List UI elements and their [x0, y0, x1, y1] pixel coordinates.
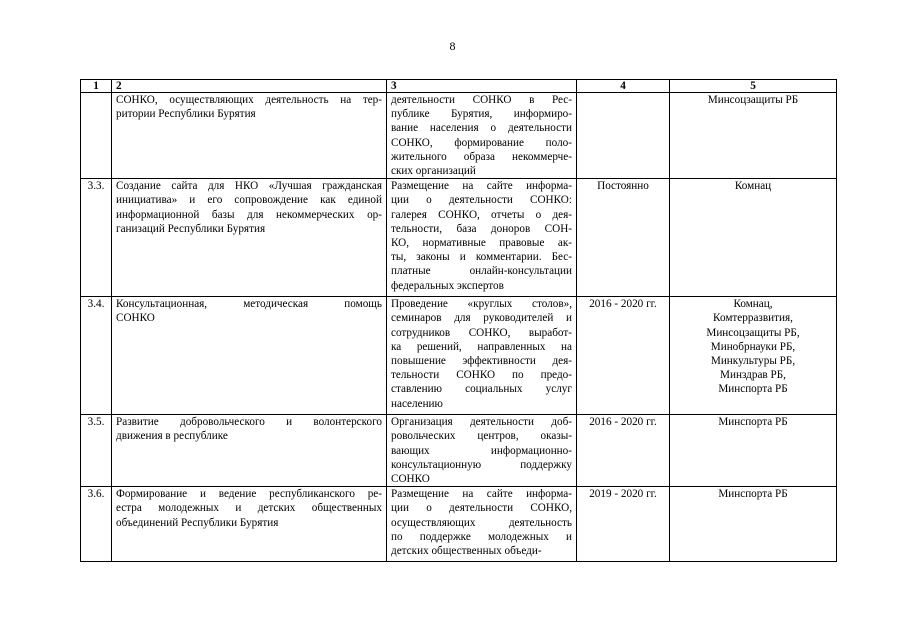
- executor-line: Минсоцзащиты РБ: [707, 94, 799, 106]
- executor-line: Комнац,: [733, 298, 773, 311]
- activity-line: ганизаций Республики Бурятия: [116, 222, 266, 235]
- period-cell: [577, 179, 670, 297]
- activity-cell: [112, 93, 387, 179]
- executor-line: Минспорта РБ: [718, 488, 788, 501]
- row-number: 3.5.: [87, 416, 105, 429]
- content-line: ции о деятельности СОНКО,: [391, 502, 572, 515]
- row-number-cell: [81, 415, 112, 487]
- content-line: федеральных экспертов: [391, 279, 504, 292]
- header-col-1: 1: [81, 80, 112, 93]
- activity-line: информационной базы для некоммерческих ор-: [116, 208, 382, 221]
- content-line: ции о деятельности СОНКО:: [391, 194, 572, 207]
- content-cell: [387, 487, 577, 562]
- content-line: сотрудников СОНКО, выработ-: [391, 326, 572, 339]
- content-line: вание населения о деятельности: [391, 122, 572, 135]
- table-row: [81, 297, 837, 415]
- executor-line: Минспорта РБ: [718, 416, 788, 429]
- row-number: 3.3.: [87, 180, 105, 193]
- content-line: тельности СОНКО по предо-: [391, 369, 572, 382]
- row-number-cell: [81, 487, 112, 562]
- content-line: платные онлайн-консультации: [391, 265, 572, 278]
- content-line: СОНКО: [391, 473, 430, 486]
- executors-cell: [670, 93, 837, 179]
- executor-line: Комнац: [734, 180, 772, 193]
- activity-line: Формирование и ведение республиканского ре-: [116, 488, 382, 501]
- content-line: СОНКО, формирование поло-: [391, 136, 572, 149]
- table-row: [81, 179, 837, 297]
- row-number-cell: [81, 297, 112, 415]
- executor-line: Минсоцзащиты РБ,: [706, 326, 800, 339]
- executors-cell: [670, 415, 837, 487]
- content-line: ставлению социальных услуг: [391, 383, 572, 396]
- content-cell: [387, 93, 577, 179]
- activity-table: [80, 79, 837, 562]
- activity-line: ритории Республики Бурятия: [116, 108, 256, 121]
- executor-line: Минспорта РБ: [718, 383, 788, 396]
- content-line: осуществляющих деятельность: [391, 516, 572, 529]
- content-line: вающих информационно-: [391, 444, 572, 457]
- period-cell: [577, 93, 670, 179]
- executor-line: Минздрав РБ,: [720, 369, 786, 382]
- content-line: консультационную поддержку: [391, 458, 572, 471]
- activity-line: движения в республике: [116, 430, 228, 443]
- activity-cell: [112, 179, 387, 297]
- content-line: галерея СОНКО, отчеты о дея-: [391, 208, 572, 221]
- executor-line: Минкультуры РБ,: [710, 355, 796, 368]
- activity-cell: [112, 297, 387, 415]
- content-line: семинаров для руководителей и: [391, 312, 572, 325]
- header-row: [81, 80, 837, 93]
- period-cell: [577, 297, 670, 415]
- content-line: КО, нормативные правовые ак-: [391, 237, 572, 250]
- row-number-cell: [81, 179, 112, 297]
- activity-line: естра молодежных и детских общественных: [116, 502, 382, 515]
- activity-line: объединений Республики Бурятия: [116, 516, 279, 529]
- content-line: детских общественных объеди-: [391, 545, 542, 558]
- activity-line: СОНКО, осуществляющих деятельность на тер-: [116, 94, 382, 106]
- period-text: 2019 - 2020 гг.: [589, 488, 657, 501]
- table-row: [81, 415, 837, 487]
- header-col-3: 3: [387, 80, 577, 93]
- row-number-cell: [81, 93, 112, 179]
- row-number: 3.6.: [87, 488, 105, 501]
- period-text: Постоянно: [597, 180, 649, 193]
- header-col-2: 2: [112, 80, 387, 93]
- content-cell: [387, 179, 577, 297]
- executor-line: Комтерразвития,: [713, 312, 793, 325]
- content-line: Проведение «круглых столов»,: [391, 298, 572, 311]
- content-line: ты, законы и комментарии. Бес-: [391, 251, 572, 264]
- content-line: Организация деятельности доб-: [391, 416, 572, 429]
- content-line: по поддержке молодежных и: [391, 530, 572, 543]
- executors-cell: [670, 487, 837, 562]
- executors-cell: [670, 297, 837, 415]
- activity-line: Создание сайта для НКО «Лучшая гражданская: [116, 180, 382, 193]
- page-number: 8: [449, 39, 456, 53]
- content-cell: [387, 297, 577, 415]
- content-line: Размещение на сайте информа-: [391, 180, 572, 193]
- table-row: [81, 93, 837, 179]
- content-line: ских организаций: [391, 165, 476, 178]
- period-text: 2016 - 2020 гг.: [589, 416, 657, 429]
- content-line: населению: [391, 397, 443, 410]
- content-line: ровольческих центров, оказы-: [391, 430, 572, 443]
- activity-line: инициатива» и его сопровождение как единой: [116, 194, 382, 207]
- header-col-5: 5: [670, 80, 837, 93]
- period-text: 2016 - 2020 гг.: [589, 298, 657, 311]
- activity-line: СОНКО: [116, 312, 155, 325]
- content-line: публике Бурятия, информиро-: [391, 108, 572, 121]
- content-line: тельности, база доноров СОН-: [391, 222, 572, 235]
- header-col-4: 4: [577, 80, 670, 93]
- period-cell: [577, 415, 670, 487]
- content-cell: [387, 415, 577, 487]
- executor-line: Минобрнауки РБ,: [710, 340, 796, 353]
- row-number: 3.4.: [87, 298, 105, 311]
- table-row: [81, 487, 837, 562]
- executors-cell: [670, 179, 837, 297]
- content-line: Размещение на сайте информа-: [391, 488, 572, 501]
- content-line: деятельности СОНКО в Рес-: [391, 94, 572, 106]
- activity-line: Консультационная, методическая помощь: [116, 298, 382, 311]
- activity-cell: [112, 415, 387, 487]
- period-cell: [577, 487, 670, 562]
- content-line: ка решений, направленных на: [391, 340, 572, 353]
- content-line: жительного образа некоммерче-: [391, 150, 572, 163]
- activity-cell: [112, 487, 387, 562]
- content-line: повышение эффективности дея-: [391, 355, 572, 368]
- activity-line: Развитие добровольческого и волонтерского: [116, 416, 382, 429]
